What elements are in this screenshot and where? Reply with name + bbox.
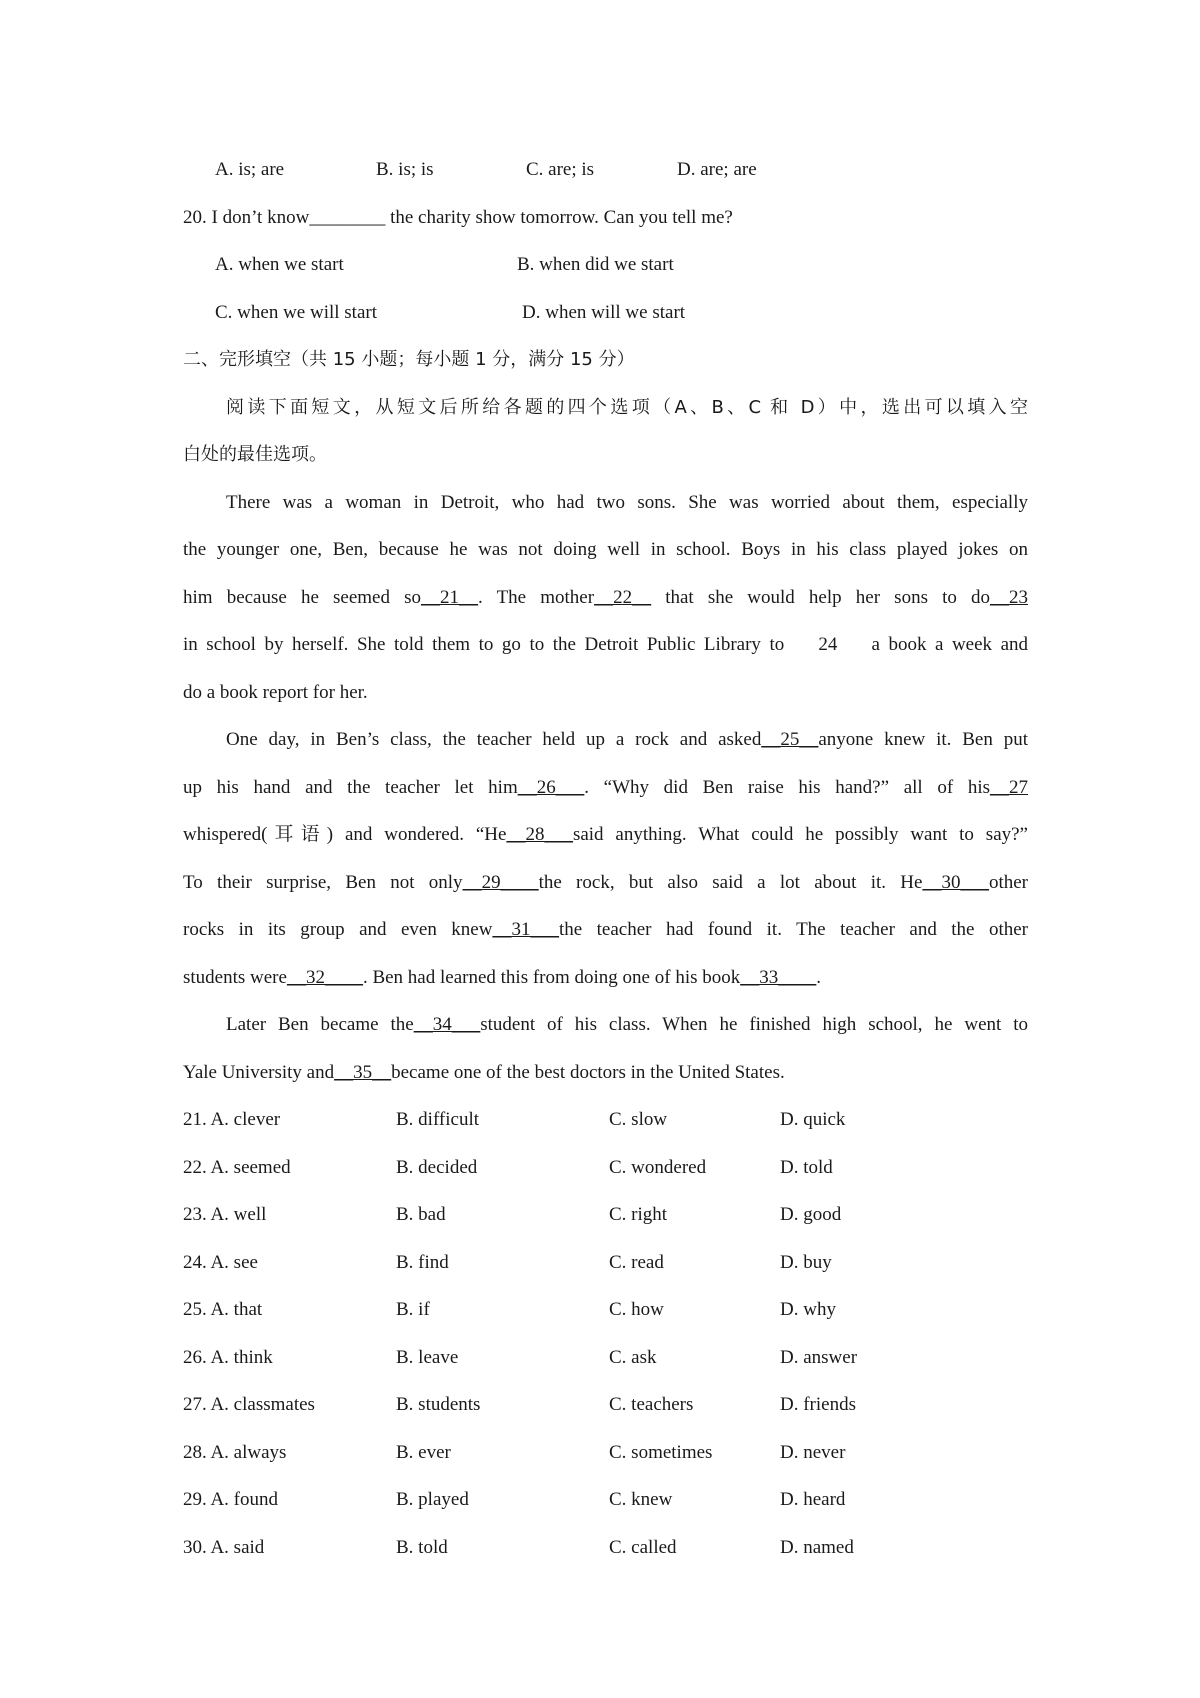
option-b: B. ever [396, 1442, 451, 1463]
option-b: B. difficult [396, 1109, 480, 1130]
option-a: 22. A. seemed [183, 1157, 291, 1178]
passage-line: in school by herself. She told them to go to the Detroit Public Library to 24 a book a week and [183, 634, 1028, 655]
passage-line: up his hand and the teacher let him__26___. “Why did Ben raise his hand?” all of his__27 [183, 777, 1028, 798]
q20-option-a: A. when we start [215, 254, 344, 275]
q20-option-b: B. when did we start [517, 254, 674, 275]
passage-line: him because he seemed so__21__. The mother__22__ that she would help her sons to do__23 [183, 587, 1029, 608]
q19-options [0, 155, 1200, 185]
q20-options-row-2 [0, 298, 1200, 328]
option-a: 26. A. think [183, 1347, 273, 1368]
blank-29: __29____ [462, 872, 539, 893]
question-row [0, 1200, 1200, 1230]
q20-option-c: C. when we will start [215, 302, 378, 323]
section-title: 二、完形填空（共 15 小题；每小题 1 分，满分 15 分） [183, 349, 635, 370]
option-b: B. if [396, 1299, 430, 1320]
option-c: C. how [609, 1299, 664, 1320]
option-d: D. friends [780, 1394, 856, 1415]
question-row [0, 1343, 1200, 1373]
passage-line: the younger one, Ben, because he was not doing well in school. Boys in his class played jokes on [183, 539, 1028, 560]
q19-option-a: A. is; are [215, 159, 285, 180]
q20-option-d: D. when will we start [522, 302, 686, 323]
blank-27: __27 [990, 777, 1028, 798]
option-d: D. told [780, 1157, 833, 1178]
blank-33: __33____ [740, 967, 817, 988]
passage-line: rocks in its group and even knew__31___the teacher had found it. The teacher and the other [183, 919, 1028, 940]
blank-21: __21__ [421, 587, 479, 608]
q20-stem: 20. I don’t know________ the charity show tomorrow. Can you tell me? [183, 207, 733, 228]
option-b: B. leave [396, 1347, 459, 1368]
question-row [0, 1248, 1200, 1278]
option-d: D. heard [780, 1489, 846, 1510]
question-row [0, 1105, 1200, 1135]
option-d: D. answer [780, 1347, 858, 1368]
blank-31: __31___ [492, 919, 559, 940]
question-row [0, 1438, 1200, 1468]
option-b: B. bad [396, 1204, 446, 1225]
option-c: C. slow [609, 1109, 668, 1130]
option-d: D. never [780, 1442, 846, 1463]
passage-line: One day, in Ben’s class, the teacher held up a rock and asked__25__anyone knew it. Ben put [226, 729, 1029, 750]
question-row [0, 1485, 1200, 1515]
option-d: D. named [780, 1537, 854, 1558]
option-a: 21. A. clever [183, 1109, 281, 1130]
blank-28: __28___ [506, 824, 573, 845]
passage-line: do a book report for her. [183, 682, 368, 703]
blank-32: __32____ [286, 967, 363, 988]
q20-blank: ________ [309, 207, 386, 228]
option-d: D. buy [780, 1252, 832, 1273]
option-b: B. told [396, 1537, 448, 1558]
section-instruction-1: 阅读下面短文，从短文后所给各题的四个选项（A、B、C 和 D）中，选出可以填入空 [226, 397, 1028, 418]
option-a: 30. A. said [183, 1537, 265, 1558]
option-a: 25. A. that [183, 1299, 263, 1320]
passage-line: Later Ben became the__34___student of his class. When he finished high school, he went to [226, 1014, 1028, 1035]
section-instruction-2: 白处的最佳选项。 [183, 444, 327, 465]
option-a: 28. A. always [183, 1442, 287, 1463]
option-c: C. right [609, 1204, 668, 1225]
blank-30: __30___ [922, 872, 989, 893]
q19-option-c: C. are; is [526, 159, 595, 180]
option-a: 27. A. classmates [183, 1394, 315, 1415]
option-c: C. read [609, 1252, 664, 1273]
question-row [0, 1153, 1200, 1183]
blank-23: __23 [990, 587, 1029, 608]
option-c: C. teachers [609, 1394, 694, 1415]
blank-22: __22__ [594, 587, 652, 608]
option-d: D. why [780, 1299, 836, 1320]
option-c: C. knew [609, 1489, 673, 1510]
blank-34: __34___ [413, 1014, 481, 1035]
passage-line: Yale University and__35__became one of the best doctors in the United States. [183, 1062, 785, 1083]
blank-25: __25__ [761, 729, 819, 750]
option-b: B. find [396, 1252, 449, 1273]
passage-line: whispered(耳语) and wondered. “He__28___said anything. What could he possibly want to say?” [183, 824, 1028, 845]
option-a: 23. A. well [183, 1204, 267, 1225]
question-row [0, 1390, 1200, 1420]
option-b: B. students [396, 1394, 481, 1415]
option-c: C. ask [609, 1347, 657, 1368]
option-c: C. wondered [609, 1157, 707, 1178]
option-d: D. good [780, 1204, 842, 1225]
passage-line: students were__32____. Ben had learned this from doing one of his book__33____. [183, 967, 821, 988]
blank-24: 24 [784, 634, 872, 655]
passage-line: There was a woman in Detroit, who had two sons. She was worried about them, especially [226, 492, 1028, 513]
option-c: C. called [609, 1537, 677, 1558]
q20-options-row-1 [0, 250, 1200, 280]
option-b: B. played [396, 1489, 469, 1510]
option-a: 29. A. found [183, 1489, 278, 1510]
option-b: B. decided [396, 1157, 478, 1178]
q19-option-b: B. is; is [376, 159, 434, 180]
question-row [0, 1533, 1200, 1563]
q19-option-d: D. are; are [677, 159, 757, 180]
question-row [0, 1295, 1200, 1325]
option-d: D. quick [780, 1109, 846, 1130]
option-a: 24. A. see [183, 1252, 258, 1273]
blank-26: __26___ [517, 777, 585, 798]
option-c: C. sometimes [609, 1442, 713, 1463]
passage-line: To their surprise, Ben not only__29____the rock, but also said a lot about it. He__30___other [183, 872, 1028, 893]
blank-35: __35__ [334, 1062, 392, 1083]
